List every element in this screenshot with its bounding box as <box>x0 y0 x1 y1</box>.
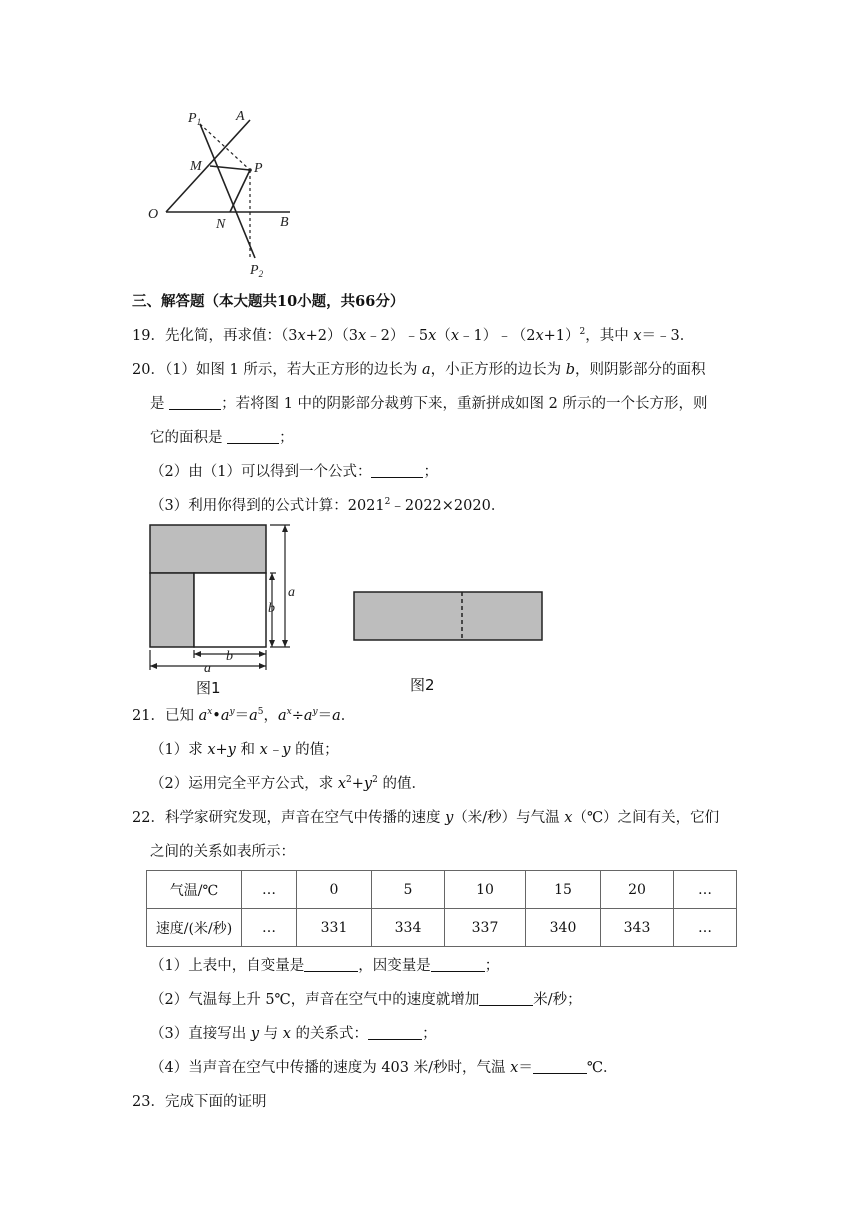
label-n: N <box>216 217 226 232</box>
table-row-header: 气温/℃ <box>147 871 242 909</box>
question-19: 19．先化简，再求值：$(3x+2)(3x﹣2)﹣5x(x﹣1)﹣(2x+1)^2$，其中 x＝﹣3． <box>132 327 695 344</box>
answer-blank[interactable] <box>169 395 221 410</box>
label-a: A <box>236 109 245 124</box>
table-cell: … <box>242 871 297 909</box>
table-cell: 15 <box>526 871 601 909</box>
table-cell: … <box>674 909 737 947</box>
answer-blank[interactable] <box>227 429 279 444</box>
table-row-header: 速度/(米/秒) <box>147 909 242 947</box>
label-m: M <box>190 159 202 174</box>
table-cell: 334 <box>372 909 445 947</box>
table-cell: … <box>242 909 297 947</box>
figure-1 <box>140 520 310 675</box>
answer-blank[interactable] <box>368 1025 422 1040</box>
fig1-a-side-label: a <box>288 585 295 600</box>
question-22-part1: （1）上表中，自变量是 ，因变量是 ； <box>150 958 500 974</box>
question-22-line2: 之间的关系如表所示： <box>150 844 295 860</box>
answer-blank[interactable] <box>371 463 423 478</box>
label-p1: $P_1$ <box>188 111 202 127</box>
question-22-part2: （2）气温每上升 5℃，声音在空气中的速度就增加 米/秒； <box>150 992 582 1008</box>
question-20-part2: （2）由（1）可以得到一个公式： ； <box>150 464 438 480</box>
table-cell: 5 <box>372 871 445 909</box>
geometry-figure <box>140 100 310 280</box>
table-row <box>147 871 737 909</box>
question-21: 21．已知 $a^x•a^y=a^5$，$a^x\div a^y=a$． <box>132 707 356 724</box>
question-20-line1: 20．（1）如图 1 所示，若大正方形的边长为 a，小正方形的边长为 b，则阴影部分的面积 <box>132 362 706 378</box>
answer-blank[interactable] <box>533 1059 587 1074</box>
question-20-part3: （3）利用你得到的公式计算：$2021^2﹣2022\times 2020$． <box>150 497 506 514</box>
question-20-line3: 它的面积是 ； <box>150 430 294 446</box>
table-row <box>147 909 737 947</box>
question-23: 23．完成下面的证明 <box>132 1094 267 1110</box>
table-cell: 337 <box>445 909 526 947</box>
question-22-part4: （4）当声音在空气中传播的速度为 403 米/秒时，气温 x＝ ℃． <box>150 1060 618 1076</box>
label-o: O <box>148 207 159 222</box>
question-21-part1: （1）求 x+y 和 x﹣y 的值； <box>150 742 339 758</box>
question-21-part2: （2）运用完全平方公式，求 $x^2+y^2$ 的值． <box>150 775 426 792</box>
question-20-line2: 是 ；若将图 1 中的阴影部分裁剪下来，重新拼成如图 2 所示的一个长方形，则 <box>150 396 708 412</box>
table-cell: 340 <box>526 909 601 947</box>
label-b: B <box>280 215 289 230</box>
table-cell: 343 <box>601 909 674 947</box>
fig1-b-bottom-label: b <box>226 649 233 664</box>
fig1-a-bottom-label: a <box>204 661 211 675</box>
label-p: P <box>254 161 263 176</box>
figure-2-caption: 图2 <box>410 676 435 694</box>
fig1-b-side-label: b <box>268 601 275 616</box>
data-table <box>146 870 737 947</box>
table-cell: … <box>674 871 737 909</box>
table-cell: 20 <box>601 871 674 909</box>
label-p2: $P_2$ <box>250 263 264 279</box>
answer-blank[interactable] <box>479 991 533 1006</box>
table-cell: 10 <box>445 871 526 909</box>
question-22-part3: （3）直接写出 y 与 x 的关系式： ； <box>150 1026 437 1042</box>
figure-2 <box>350 588 546 644</box>
answer-blank[interactable] <box>431 957 485 972</box>
figure-1-caption: 图1 <box>196 679 221 697</box>
answer-blank[interactable] <box>304 957 358 972</box>
table-cell: 331 <box>297 909 372 947</box>
section-heading: 三、解答题（本大题共10小题，共66分） <box>132 293 405 310</box>
question-22-line1: 22．科学家研究发现，声音在空气中传播的速度 y（米/秒）与气温 x（℃）之间有关，它们 <box>132 810 720 826</box>
table-cell: 0 <box>297 871 372 909</box>
